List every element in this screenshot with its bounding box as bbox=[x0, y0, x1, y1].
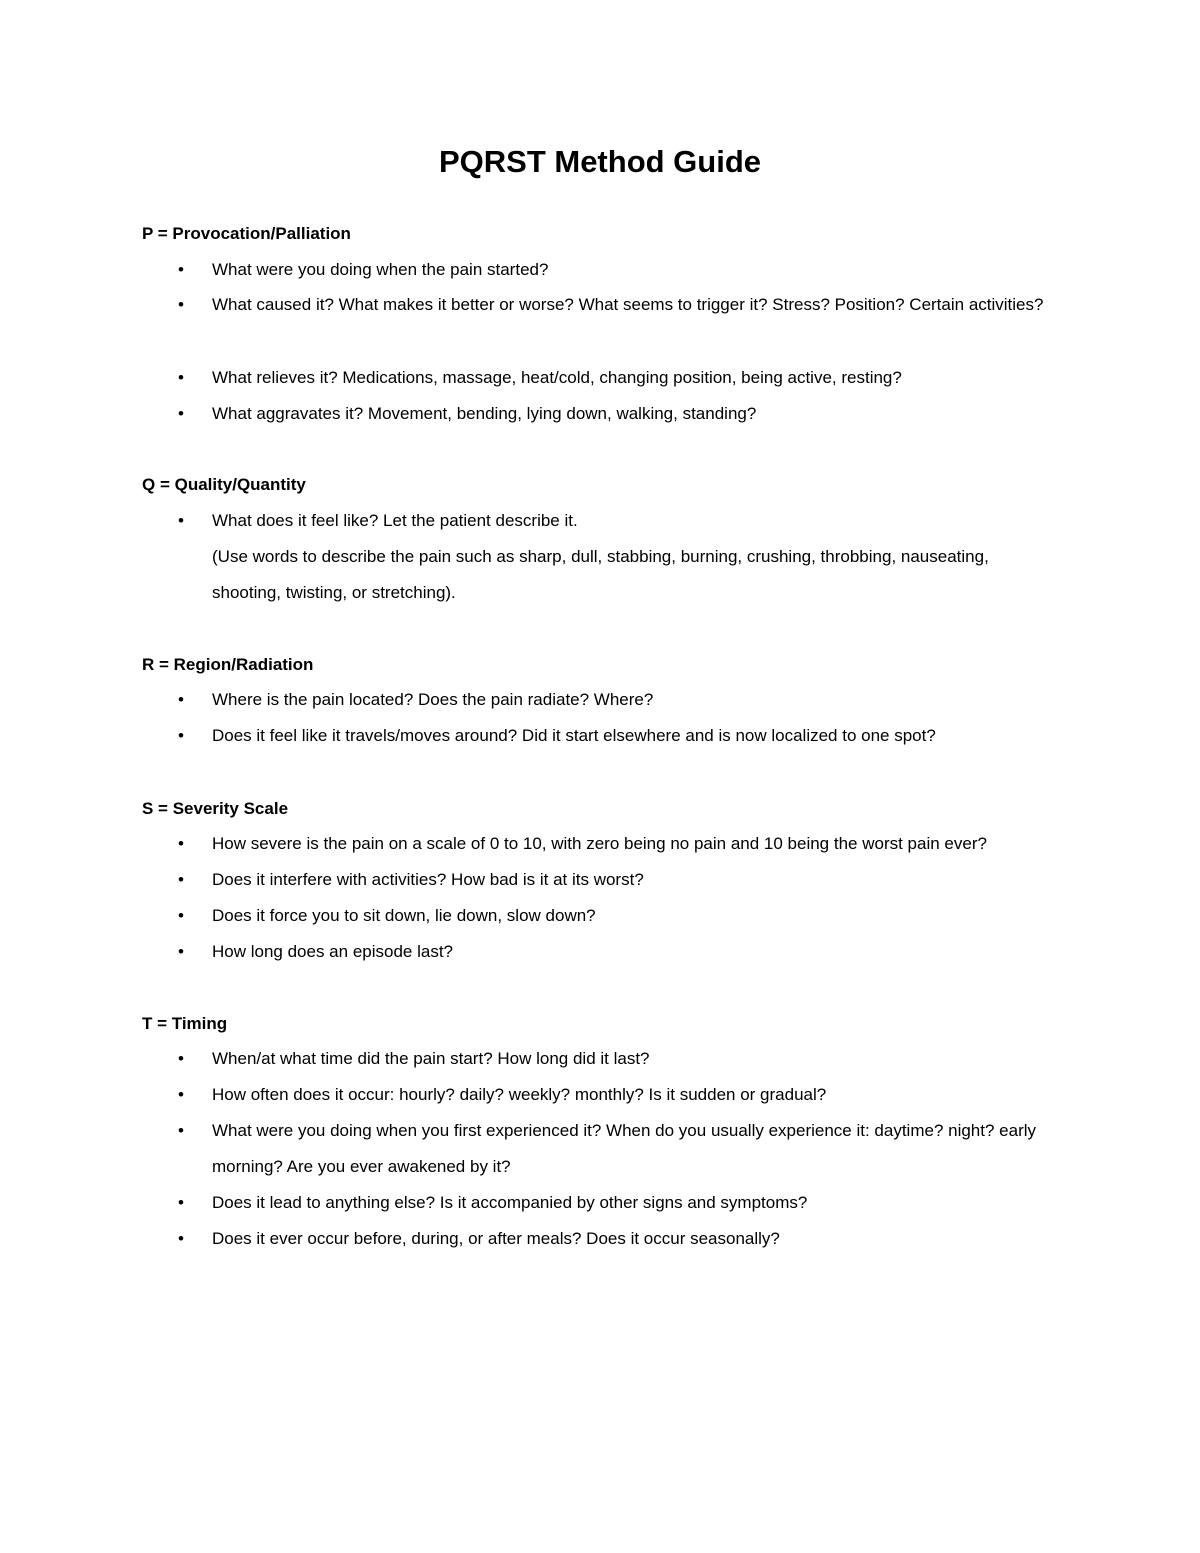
section-heading-provocation: P = Provocation/Palliation bbox=[142, 224, 351, 243]
list-item bbox=[178, 682, 1062, 718]
list-item-text: Where is the pain located? Does the pain radiate? Where? bbox=[212, 690, 654, 709]
bullet-icon: • bbox=[178, 942, 184, 961]
bullet-icon: • bbox=[178, 295, 184, 314]
list-item-text: How severe is the pain on a scale of 0 to 10, with zero being no pain and 10 being the worst pain ever? bbox=[212, 834, 987, 853]
list-item bbox=[178, 1185, 1062, 1221]
list-item-text: What does it feel like? Let the patient describe it. bbox=[212, 511, 578, 530]
bullet-icon: • bbox=[178, 511, 184, 530]
bullet-icon: • bbox=[178, 1085, 184, 1104]
bullet-icon: • bbox=[178, 834, 184, 853]
list-item bbox=[178, 934, 1062, 970]
section-heading-severity: S = Severity Scale bbox=[142, 799, 289, 818]
bullet-icon: • bbox=[178, 404, 184, 423]
list-item bbox=[178, 503, 1062, 539]
list-item bbox=[178, 396, 1062, 432]
document-title: PQRST Method Guide bbox=[438, 144, 762, 179]
list-item bbox=[178, 1041, 1062, 1077]
bullet-icon: • bbox=[178, 906, 184, 925]
bullet-icon: • bbox=[178, 726, 184, 745]
list-item-text: What were you doing when you first experienced it? When do you usually experience it: daytime? night? early morning? Are you ever awakened by it? bbox=[212, 1121, 1037, 1176]
list-item-text: Does it ever occur before, during, or after meals? Does it occur seasonally? bbox=[212, 1229, 780, 1248]
list-item-text: What were you doing when the pain started? bbox=[212, 260, 549, 279]
list-item bbox=[178, 898, 1062, 934]
list-item-text: Does it lead to anything else? Is it accompanied by other signs and symptoms? bbox=[212, 1193, 808, 1212]
section-heading-timing: T = Timing bbox=[142, 1014, 228, 1033]
list-item-text: How long does an episode last? bbox=[212, 942, 453, 961]
section-heading-region: R = Region/Radiation bbox=[142, 655, 314, 674]
list-item bbox=[178, 360, 1062, 396]
list-item bbox=[178, 252, 1062, 288]
list-item-text: Does it interfere with activities? How bad is it at its worst? bbox=[212, 870, 644, 889]
list-item-text: What relieves it? Medications, massage, heat/cold, changing position, being active, resting? bbox=[212, 368, 902, 387]
bullet-icon: • bbox=[178, 260, 184, 279]
list-item-text: What caused it? What makes it better or worse? What seems to trigger it? Stress? Position? Certain activities? bbox=[212, 295, 1044, 314]
bullet-icon: • bbox=[178, 870, 184, 889]
bullet-icon: • bbox=[178, 1229, 184, 1248]
list-item-text: When/at what time did the pain start? How long did it last? bbox=[212, 1049, 650, 1068]
list-item-text: What aggravates it? Movement, bending, lying down, walking, standing? bbox=[212, 404, 757, 423]
bullet-icon: • bbox=[178, 690, 184, 709]
bullet-icon: • bbox=[178, 1049, 184, 1068]
list-item bbox=[178, 287, 1062, 323]
list-item bbox=[178, 1113, 1062, 1185]
list-item-continuation: (Use words to describe the pain such as sharp, dull, stabbing, burning, crushing, throbbing, nauseating, shooting, twisting, or stretching). bbox=[212, 547, 989, 602]
list-item-text: Does it force you to sit down, lie down, slow down? bbox=[212, 906, 596, 925]
list-item-text: Does it feel like it travels/moves around? Did it start elsewhere and is now localized to one spot? bbox=[212, 726, 936, 745]
list-item bbox=[178, 718, 1062, 754]
list-item bbox=[178, 1221, 1062, 1257]
bullet-icon: • bbox=[178, 368, 184, 387]
list-item bbox=[178, 862, 1062, 898]
bullet-icon: • bbox=[178, 1193, 184, 1212]
list-item bbox=[178, 826, 1062, 862]
section-heading-quality: Q = Quality/Quantity bbox=[142, 475, 306, 494]
list-item-text: How often does it occur: hourly? daily? weekly? monthly? Is it sudden or gradual? bbox=[212, 1085, 827, 1104]
bullet-icon: • bbox=[178, 1121, 184, 1140]
list-item bbox=[178, 1077, 1062, 1113]
